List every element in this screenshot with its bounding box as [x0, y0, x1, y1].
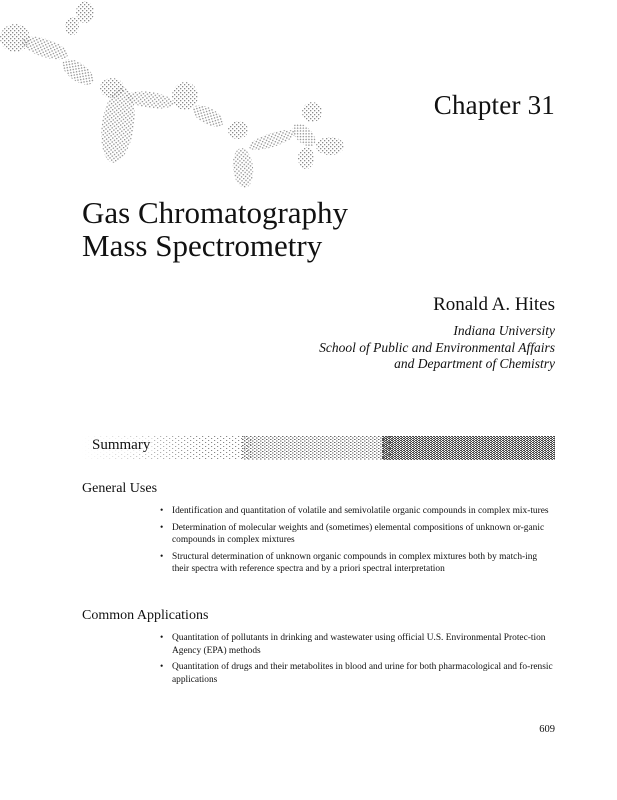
- affiliation-line: and Department of Chemistry: [394, 356, 555, 371]
- list-item: [160, 661, 555, 686]
- general-uses-list: [160, 505, 555, 580]
- page-number: 609: [539, 724, 555, 735]
- list-item-text: Quantitation of drugs and their metabolites in blood and urine for both pharmacological and fo-rensic applications: [172, 662, 553, 685]
- list-item-text: Identification and quantitation of volatile and semivolatile organic compounds in complex mix-tures: [172, 506, 549, 516]
- summary-banner-texture: [82, 436, 555, 460]
- molecule-stipple-illustration: [0, 0, 360, 205]
- bullet-dot: •: [160, 551, 164, 562]
- author-name: Ronald A. Hites: [433, 294, 555, 315]
- list-item: [160, 632, 555, 657]
- general-uses-heading: General Uses: [82, 481, 158, 496]
- bullet-dot: •: [160, 506, 164, 516]
- bullet-dot: •: [160, 633, 164, 643]
- list-item: [160, 522, 555, 547]
- list-item: [160, 505, 555, 518]
- bullet-dot: •: [160, 662, 164, 672]
- author-affiliation: [319, 323, 555, 373]
- chapter-label: Chapter 31: [433, 90, 555, 120]
- list-item: [160, 551, 555, 576]
- list-item-text: Structural determination of unknown organic compounds in complex mixtures both by match-ing their spectra with reference spectra and by a priori spectral interpretation: [172, 551, 538, 574]
- chapter-title-line-2: Mass Spectrometry: [82, 228, 323, 263]
- chapter-title: [82, 196, 348, 262]
- list-item-text: Determination of molecular weights and (sometimes) elemental compositions of unknown or-ganic compounds in complex mixtures: [172, 522, 545, 545]
- affiliation-line: School of Public and Environmental Affairs: [319, 339, 555, 355]
- common-applications-heading: Common Applications: [82, 608, 209, 623]
- bullet-dot: •: [160, 522, 164, 533]
- common-applications-list: [160, 632, 555, 690]
- list-item-text: Quantitation of pollutants in drinking and wastewater using official U.S. Environmental Protec-tion Agency (EPA) methods: [172, 633, 546, 656]
- chapter-title-line-1: Gas Chromatography: [82, 195, 349, 230]
- summary-heading: Summary: [92, 437, 151, 453]
- affiliation-line: Indiana University: [453, 323, 555, 338]
